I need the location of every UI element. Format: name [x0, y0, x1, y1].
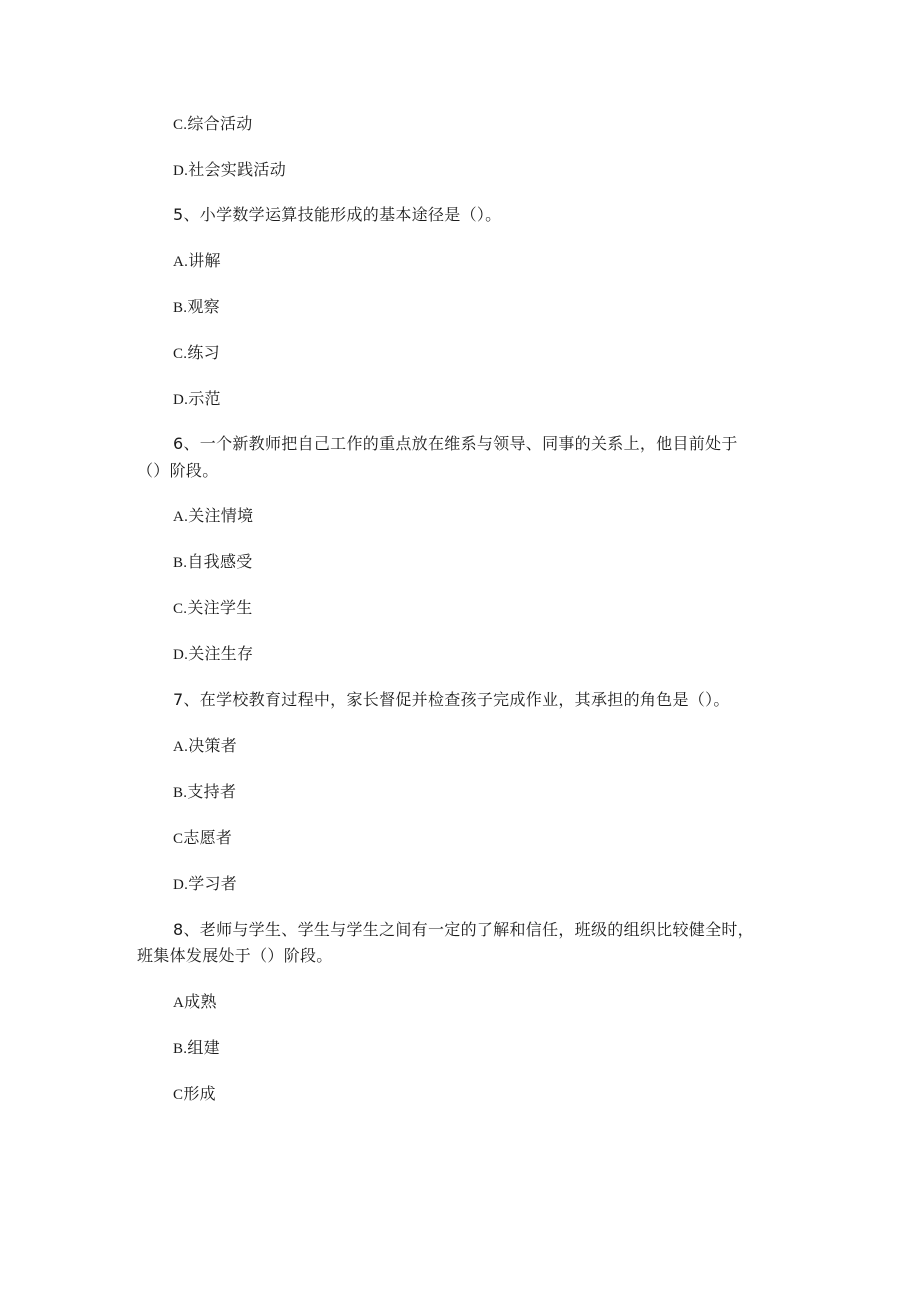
option-letter: C. — [173, 117, 188, 133]
option-7-a — [173, 736, 237, 757]
option-5-c — [173, 343, 220, 364]
option-text: 关注生存 — [188, 644, 254, 663]
question-8-continuation: 班集体发展处于（）阶段。 — [137, 946, 333, 965]
question-7: 7、在学校教育过程中，家长督促并检查孩子完成作业，其承担的角色是（）。 — [173, 690, 730, 709]
option-text: 观察 — [187, 297, 220, 316]
option-6-d — [173, 644, 253, 665]
option-8-c — [173, 1084, 216, 1105]
question-5: 5、小学数学运算技能形成的基本途径是（）。 — [173, 205, 502, 224]
option-text: 示范 — [188, 389, 221, 408]
option-letter: B. — [173, 300, 188, 316]
option-letter: C. — [173, 346, 188, 362]
question-8: 8、老师与学生、学生与学生之间有一定的了解和信任，班级的组织比较健全时， — [173, 920, 754, 939]
option-6-b — [173, 552, 253, 573]
option-text: 决策者 — [188, 736, 238, 755]
option-letter: D. — [173, 647, 189, 663]
question-6: 6、一个新教师把自己工作的重点放在维系与领导、同事的关系上，他目前处于 — [173, 434, 738, 453]
option-7-c — [173, 828, 232, 849]
option-5pre-c — [173, 114, 253, 135]
question-6-continuation: （）阶段。 — [137, 461, 219, 480]
option-letter: C — [173, 1087, 184, 1103]
option-letter: D. — [173, 877, 189, 893]
option-letter: B. — [173, 1041, 188, 1057]
option-letter: B. — [173, 785, 188, 801]
option-5-a — [173, 251, 221, 272]
option-text: 自我感受 — [187, 552, 253, 571]
option-7-d — [173, 874, 237, 895]
option-text: 学习者 — [188, 874, 238, 893]
option-text: 支持者 — [187, 782, 237, 801]
option-text: 综合活动 — [187, 114, 253, 133]
option-8-a — [173, 992, 217, 1013]
option-letter: A. — [173, 254, 189, 270]
option-letter: C — [173, 831, 184, 847]
option-letter: A — [173, 995, 185, 1011]
option-letter: B. — [173, 555, 188, 571]
option-5-d — [173, 389, 221, 410]
option-text: 关注学生 — [187, 598, 253, 617]
option-letter: A. — [173, 509, 189, 525]
option-6-c — [173, 598, 253, 619]
option-7-b — [173, 782, 236, 803]
option-letter: D. — [173, 163, 189, 179]
option-text: 社会实践活动 — [188, 160, 286, 179]
option-letter: C. — [173, 601, 188, 617]
option-text: 练习 — [187, 343, 220, 362]
option-8-b — [173, 1038, 220, 1059]
option-text: 关注情境 — [188, 506, 254, 525]
option-text: 讲解 — [188, 251, 221, 270]
option-text: 形成 — [183, 1084, 216, 1103]
option-6-a — [173, 506, 253, 527]
option-letter: A. — [173, 739, 189, 755]
option-5pre-d — [173, 160, 286, 181]
option-text: 成熟 — [184, 992, 217, 1011]
option-text: 志愿者 — [183, 828, 233, 847]
option-5-b — [173, 297, 220, 318]
option-text: 组建 — [187, 1038, 220, 1057]
option-letter: D. — [173, 392, 189, 408]
